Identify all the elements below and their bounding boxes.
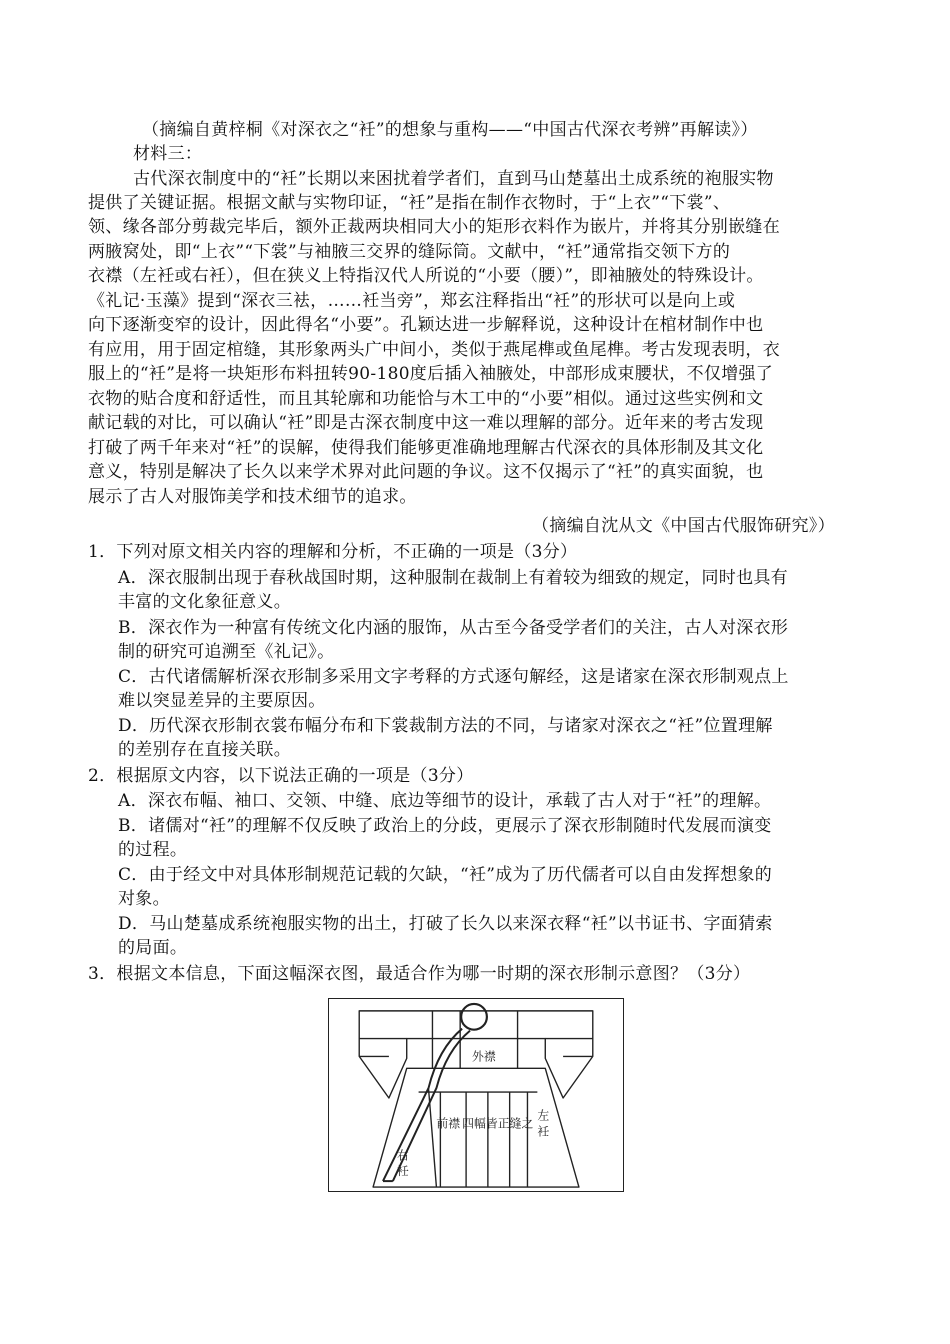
shenyi-diagram [328, 998, 624, 1192]
question-3-stem: 3．根据文本信息，下面这幅深衣图，最适合作为哪一时期的深衣形制示意图？（3分） [88, 964, 751, 984]
paragraph-line: 服上的“衽”是将一块矩形布料扭转90-180度后插入袖腋处，中部形成束腰状，不仅增强了 [88, 364, 774, 384]
label-front-panel-1: 前襟 [436, 1116, 461, 1131]
source-citation-1: （摘编自黄梓桐《对深衣之“衽”的想象与重构——“中国古代深衣考辨”再解读》） [142, 120, 758, 140]
paragraph-line: 展示了古人对服饰美学和技术细节的追求。 [88, 487, 417, 507]
paragraph-line: 两腋窝处，即“上衣”“下裳”与袖腋三交界的缝际筒。文献中，“衽”通常指交领下方的 [88, 242, 731, 262]
paragraph-line: 打破了两千年来对“衽”的误解，使得我们能够更准确地理解古代深衣的具体形制及其文化 [88, 438, 764, 458]
question-1-option-b-cont: 制的研究可追溯至《礼记》。 [118, 642, 335, 662]
label-front-panel-2: 四幅 [462, 1116, 486, 1131]
question-2-option-a: A．深衣布幅、袖口、交领、中缝、底边等细节的设计，承载了古人对于“衽”的理解。 [118, 791, 772, 811]
question-1-option-d-cont: 的差别存在直接关联。 [118, 740, 291, 760]
paragraph-line: 衣襟（左衽或右衽），但在狭义上特指汉代人所说的“小要（腰）”，即袖腋处的特殊设计。 [88, 266, 764, 286]
paragraph-line: 《礼记·玉藻》提到“深衣三袪，……衽当旁”，郑玄注释指出“衽”的形状可以是向上或 [88, 291, 736, 311]
question-1-stem: 1．下列对原文相关内容的理解和分析，不正确的一项是（3分） [88, 542, 578, 562]
question-2-stem: 2．根据原文内容，以下说法正确的一项是（3分） [88, 766, 474, 786]
label-left-ren-1: 左 [537, 1108, 550, 1123]
collar [461, 1004, 487, 1030]
question-2-option-d: D．马山楚墓成系统袍服实物的出土，打破了长久以来深衣释“衽”以书证书、字面猜索 [118, 914, 773, 934]
question-1-option-c-cont: 难以突显差异的主要原因。 [118, 691, 326, 711]
label-right-ren-1: 右 [396, 1148, 409, 1163]
paragraph-line: 古代深衣制度中的“衽”长期以来困扰着学者们，直到马山楚墓出土成系统的袍服实物 [133, 169, 774, 189]
paragraph-line: 领、缘各部分剪裁完毕后，额外正裁两块相同大小的矩形衣料作为嵌片，并将其分别嵌缝在 [88, 217, 780, 237]
label-front-panel-4: 缝之 [509, 1116, 534, 1131]
question-1-option-d: D．历代深衣形制衣裳布幅分布和下裳裁制方法的不同，与诸家对深衣之“衽”位置理解 [118, 716, 773, 736]
question-1-option-a: A．深衣服制出现于春秋战国时期，这种服制在裁制上有着较为细致的规定，同时也具有 [118, 568, 788, 588]
paragraph-line: 献记载的对比，可以确认“衽”即是古深衣制度中这一难以理解的部分。近年来的考古发现 [88, 413, 764, 433]
label-front-panel-3: 皆正 [485, 1116, 510, 1131]
question-2-option-d-cont: 的局面。 [118, 938, 188, 958]
question-1-option-b: B．深衣作为一种富有传统文化内涵的服饰，从古至今备受学者们的关注，古人对深衣形 [118, 618, 789, 638]
question-2-option-c: C．由于经文中对具体形制规范记载的欠缺，“衽”成为了历代儒者可以自由发挥想象的 [118, 865, 773, 885]
paragraph-line: 衣物的贴合度和舒适性，而且其轮廓和功能恰与木工中的“小要”相似。通过这些实例和文 [88, 389, 764, 409]
paragraph-line: 向下逐渐变窄的设计，因此得名“小要”。孔颖达进一步解释说，这种设计在棺材制作中也 [88, 315, 764, 335]
question-1-option-c: C．古代诸儒解析深衣形制多采用文字考释的方式逐句解经，这是诸家在深衣形制观点上 [118, 667, 789, 687]
label-left-ren-2: 衽 [537, 1124, 550, 1139]
question-2-option-c-cont: 对象。 [118, 889, 170, 909]
label-outer-lapel: 外襟 [472, 1049, 496, 1064]
source-citation-2: （摘编自沈从文《中国古代服饰研究》） [532, 516, 835, 536]
question-2-option-b: B．诸儒对“衽”的理解不仅反映了政治上的分歧，更展示了深衣形制随时代发展而演变 [118, 816, 772, 836]
label-right-ren-2: 衽 [396, 1164, 409, 1179]
question-2-option-b-cont: 的过程。 [118, 840, 188, 860]
paragraph-line: 提供了关键证据。根据文献与实物印证，“衽”是指在制作衣物时，于“上衣”“下裳”、 [88, 193, 731, 213]
paragraph-line: 意义，特别是解决了长久以来学术界对此问题的争议。这不仅揭示了“衽”的真实面貌，也 [88, 462, 764, 482]
paragraph-line: 有应用，用于固定棺缝，其形象两头广中间小，类似于燕尾榫或鱼尾榫。考古发现表明，衣 [88, 340, 780, 360]
outer-lapel-line [383, 1029, 462, 1181]
question-1-option-a-cont: 丰富的文化象征意义。 [118, 592, 291, 612]
material-3-title: 材料三： [133, 144, 203, 164]
